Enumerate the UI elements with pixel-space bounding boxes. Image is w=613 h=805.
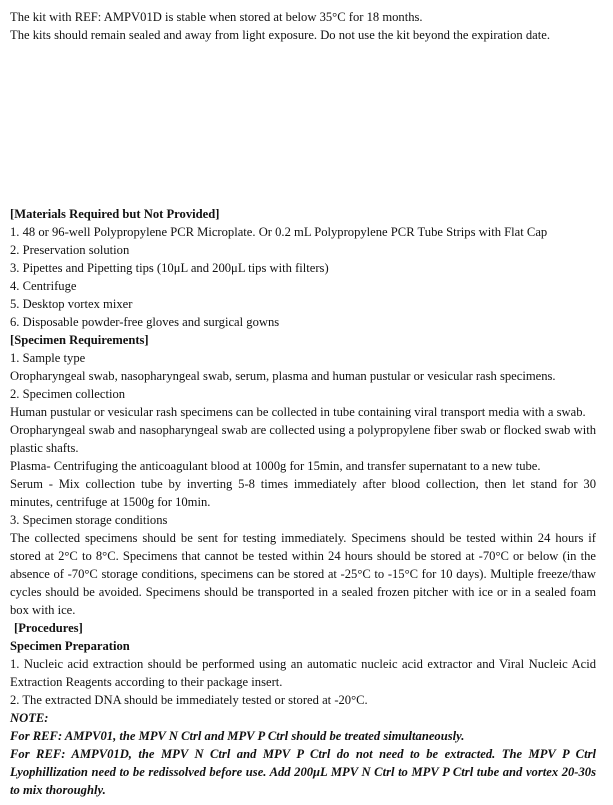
note-line: For REF: AMPV01, the MPV N Ctrl and MPV P Ctrl should be treated simultaneously. <box>10 729 465 743</box>
sample-type-title: 1. Sample type <box>10 351 86 365</box>
storage-title: 3. Specimen storage conditions <box>10 513 168 527</box>
materials-item: 5. Desktop vortex mixer <box>10 297 133 311</box>
materials-item: 1. 48 or 96-well Polypropylene PCR Microplate. Or 0.2 mL Polypropylene PCR Tube Strips with Flat Cap <box>10 225 548 239</box>
collection-paragraph: Oropharyngeal swab and nasopharyngeal swab are collected using a polypropylene fiber swab or flocked swab with plastic shafts. <box>10 423 596 455</box>
procedure-step: 2. The extracted DNA should be immediately tested or stored at -20°C. <box>10 693 368 707</box>
storage-sealing-line: The kits should remain sealed and away from light exposure. Do not use the kit beyond the expiration date. <box>10 28 550 42</box>
materials-item: 2. Preservation solution <box>10 243 130 257</box>
materials-item: 4. Centrifuge <box>10 279 77 293</box>
materials-item: 6. Disposable powder-free gloves and surgical gowns <box>10 315 280 329</box>
serum-instructions: Serum - Mix collection tube by inverting 5-8 times immediately after blood collection, then let stand for 30 minutes, centrifuge at 1500g for 10min. <box>10 477 596 509</box>
procedure-step: 1. Nucleic acid extraction should be performed using an automatic nucleic acid extractor and Viral Nucleic Acid Extraction Reagents according to their package insert. <box>10 657 596 689</box>
materials-heading: [Materials Required but Not Provided] <box>10 207 220 221</box>
materials-item: 3. Pipettes and Pipetting tips (10μL and 200μL tips with filters) <box>10 261 329 275</box>
sample-type-text: Oropharyngeal swab, nasopharyngeal swab, serum, plasma and human pustular or vesicular rash specimens. <box>10 369 556 383</box>
procedures-heading: [Procedures] <box>14 621 83 635</box>
note-line: For REF: AMPV01D, the MPV N Ctrl and MPV P Ctrl do not need to be extracted. The MPV P Ctrl Lyophillization need to be redissolved before use. Add 200μL MPV N Ctrl to MPV P Ctrl tube and vortex 20-30s to mix thoroughly. <box>10 747 596 797</box>
note-title: NOTE: <box>10 711 49 725</box>
specimen-heading: [Specimen Requirements] <box>10 333 149 347</box>
specimen-preparation-heading: Specimen Preparation <box>10 639 130 653</box>
collection-title: 2. Specimen collection <box>10 387 126 401</box>
blank-space <box>10 44 596 205</box>
plasma-instructions: Plasma- Centrifuging the anticoagulant blood at 1000g for 15min, and transfer supernatant to a new tube. <box>10 459 541 473</box>
storage-stability-line: The kit with REF: AMPV01D is stable when stored at below 35°C for 18 months. <box>10 10 423 24</box>
collection-paragraph: Human pustular or vesicular rash specimens can be collected in tube containing viral transport media with a swab. <box>10 405 586 419</box>
document-page <box>10 8 596 799</box>
storage-paragraph: The collected specimens should be sent for testing immediately. Specimens should be tested within 24 hours if stored at 2°C to 8°C. Specimens that cannot be tested within 24 hours should be stored at -70°C or below (in the absence of -70°C storage conditions, specimens can be stored at -25°C to -15°C for 10 days). Multiple freeze/thaw cycles should be avoided. Specimens should be transported in a sealed frozen pitcher with ice or in a sealed foam box with ice. <box>10 531 596 617</box>
